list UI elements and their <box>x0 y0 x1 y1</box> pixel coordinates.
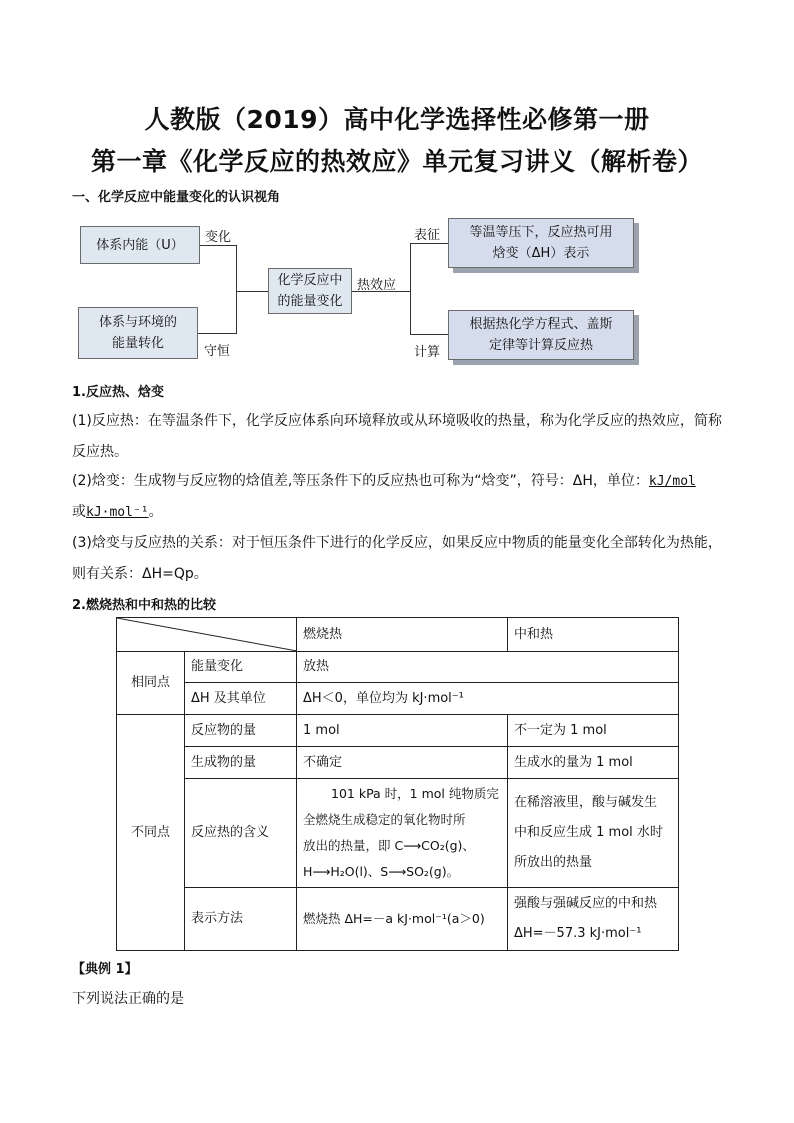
meaning-comb-line1: 101 kPa 时，1 mol 纯物质完 <box>331 786 499 801</box>
table-corner-cell <box>117 618 297 652</box>
or-word: 或 <box>72 504 86 520</box>
method-neut-line1: 强酸与强碱反应的中和热 <box>514 896 658 911</box>
unit-kj-per-mol: kJ/mol <box>648 474 696 489</box>
group-same: 相同点 <box>117 652 185 715</box>
connector <box>236 245 237 334</box>
meaning-comb-line2: 全燃烧生成稳定的氧化物时所 <box>303 812 466 827</box>
table-row <box>117 652 679 683</box>
box-env-transfer-line2: 能量转化 <box>111 336 164 351</box>
connector <box>410 243 448 244</box>
box-top-right-line1: 等温等压下，反应热可用 <box>469 225 613 240</box>
box-internal-energy <box>80 226 200 264</box>
connector <box>200 245 236 246</box>
document-title-line2: 第一章《化学反应的热效应》单元复习讲义（解析卷） <box>90 147 703 176</box>
row-meaning-comb <box>297 779 508 888</box>
row-method-comb: 燃烧热 ΔH=－a kJ·mol⁻¹(a＞0) <box>297 888 508 951</box>
row-dh-label: ΔH 及其单位 <box>185 683 297 715</box>
row-reactant-label: 反应物的量 <box>185 715 297 747</box>
row-energy-label: 能量变化 <box>185 652 297 683</box>
connector <box>410 334 448 335</box>
subsection1-heading: 1.反应热、焓变 <box>72 385 164 400</box>
section1-heading: 一、化学反应中能量变化的认识视角 <box>72 190 281 205</box>
unit-kj-mol-inverse: kJ·mol⁻¹ <box>86 505 149 520</box>
box-env-transfer <box>78 307 198 359</box>
table-row <box>117 779 679 888</box>
box-env-transfer-line1: 体系与环境的 <box>98 315 177 330</box>
paragraph-enthalpy-change <box>72 466 734 528</box>
group-diff: 不同点 <box>117 715 185 951</box>
table-row <box>117 715 679 747</box>
table-header-row <box>117 618 679 652</box>
label-heat-effect: 热效应 <box>357 278 397 293</box>
box-center-line2: 的能量变化 <box>277 294 343 309</box>
box-internal-energy-text: 体系内能（U） <box>96 237 184 253</box>
example-text: 下列说法正确的是 <box>72 991 184 1007</box>
row-product-neut: 生成水的量为 1 mol <box>508 747 679 779</box>
row-method-label: 表示方法 <box>185 888 297 951</box>
connector <box>198 333 236 334</box>
meaning-neut-line3: 所放出的热量 <box>514 855 593 870</box>
meaning-neut-line1: 在稀溶液里，酸与碱发生 <box>514 795 658 810</box>
meaning-comb-line4: H⟶H₂O(l)、S⟶SO₂(g)。 <box>303 864 460 879</box>
row-method-neut <box>508 888 679 951</box>
box-bottom-right-line2: 定律等计算反应热 <box>488 338 593 353</box>
enthalpy-text: (2)焓变：生成物与反应物的焓值差,等压条件下的反应热也可称为“焓变”，符号：ΔH，单位： <box>72 473 649 489</box>
row-dh-value: ΔH＜0，单位均为 kJ·mol⁻¹ <box>297 683 679 715</box>
diagonal-line <box>117 618 297 651</box>
document-title-line1: 人教版（2019）高中化学选择性必修第一册 <box>144 105 650 134</box>
comparison-table <box>116 617 679 951</box>
header-combustion: 燃烧热 <box>297 618 508 652</box>
row-product-comb: 不确定 <box>297 747 508 779</box>
table-row <box>117 747 679 779</box>
row-reactant-neut: 不一定为 1 mol <box>508 715 679 747</box>
row-meaning-label: 反应热的含义 <box>185 779 297 888</box>
connector <box>410 243 411 335</box>
label-conserve: 守恒 <box>204 344 231 359</box>
row-reactant-comb: 1 mol <box>297 715 508 747</box>
row-meaning-neut <box>508 779 679 888</box>
box-bottom-right <box>448 310 634 360</box>
header-neutralization: 中和热 <box>508 618 679 652</box>
box-top-right-line2: 焓变（ΔH）表示 <box>492 246 590 261</box>
box-top-right <box>448 218 634 268</box>
connector <box>236 291 268 292</box>
subsection2-heading: 2.燃烧热和中和热的比较 <box>72 598 216 613</box>
label-change: 变化 <box>205 230 232 245</box>
table-row <box>117 683 679 715</box>
row-energy-value: 放热 <box>297 652 679 683</box>
row-product-label: 生成物的量 <box>185 747 297 779</box>
method-neut-line2: ΔH=－57.3 kJ·mol⁻¹ <box>514 926 642 941</box>
paragraph-reaction-heat: (1)反应热：在等温条件下，化学反应体系向环境释放或从环境吸收的热量，称为化学反应的热效应，简称反应热。 <box>72 413 722 460</box>
paragraph-relation: (3)焓变与反应热的关系：对于恒压条件下进行的化学反应，如果反应中物质的能量变化全部转化为热能，则有关系：ΔH=Qp。 <box>72 535 722 582</box>
meaning-neut-line2: 中和反应生成 1 mol 水时 <box>514 825 663 840</box>
box-bottom-right-line1: 根据热化学方程式、盖斯 <box>469 317 613 332</box>
period: 。 <box>148 504 163 520</box>
table-row <box>117 888 679 951</box>
example-heading: 【典例 1】 <box>72 962 138 977</box>
meaning-comb-line3: 放出的热量，即 C⟶CO₂(g)、 <box>303 838 475 853</box>
box-center-line1: 化学反应中 <box>277 273 343 288</box>
label-represent: 表征 <box>414 228 441 243</box>
box-center <box>268 268 352 314</box>
label-calculate: 计算 <box>414 345 441 360</box>
